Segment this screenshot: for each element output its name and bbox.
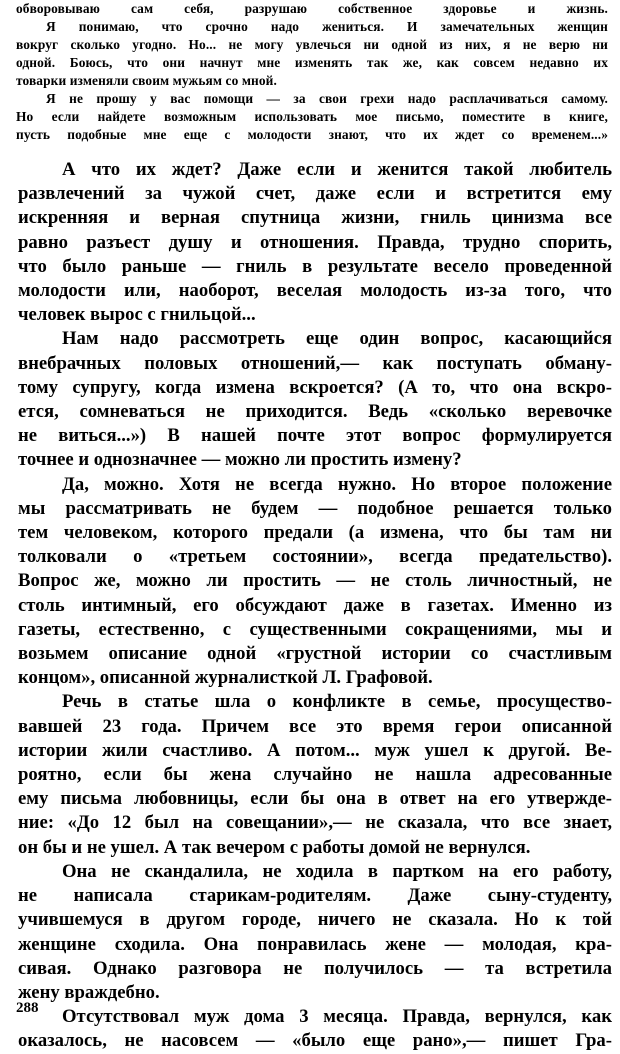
quote-line: Но если найдете возможным использовать мое письмо, поместите в книге, [16,109,608,124]
text-line: толковали о «третьем состоянии», всегда предательство). [18,546,612,568]
text-line: Речь в статье шла о конфликте в семье, просущество- [62,691,612,713]
text-line: истории жили счастливо. А потом... муж ушел к другой. Ве- [18,739,612,761]
text-line: точнее и однозначнее — можно ли простить измену? [18,449,462,471]
quote-line: одной. Боюсь, что они начнут мне изменять так же, как совсем недавно их [16,55,608,70]
text-line: роятно, если бы жена случайно не нашла адресованные [18,764,612,786]
text-line: Нам надо рассмотреть еще один вопрос, касающийся [62,328,612,350]
text-line: молодости или, наоборот, веселая молодость из-за того, что [18,280,612,302]
quoted-letter [16,0,608,144]
body-text [18,158,612,1054]
text-line: развлечений за чужой счет, даже если и встретится ему [18,183,612,205]
quote-line: пусть подобные мне еще с молодости знают, что их ждет со временем...» [16,127,608,142]
text-line: оказалось, не насовсем — «было еще рано»,— пишет Гра- [18,1030,612,1052]
text-line: вавшей 23 года. Причем все это время герои описанной [18,715,612,737]
text-line: искренняя и верная спутница жизни, гниль цинизма все [18,207,612,229]
text-line: что было раньше — гниль в результате весело проведенной [18,255,612,277]
quote-line: товарки изменяли своим мужьям со мной. [16,73,277,88]
text-line: ние: «До 12 был на совещании»,— не сказала, что все знает, [18,812,612,834]
text-line: Она не скандалила, не ходила в партком на его работу, [62,860,612,882]
quote-line: вокруг сколько угодно. Но... не могу увлечься ни одной из них, я не верю ни [16,37,608,52]
text-line: мы рассматривать не будем — подобное решается только [18,497,612,519]
text-line: столь интимный, его обсуждают даже в газетах. Именно из [18,594,612,616]
text-line: Да, можно. Хотя не всегда нужно. Но второе положение [62,473,612,495]
text-line: газеты, естественно, с существенными сокращениями, мы и [18,618,612,640]
text-line: возьмем описание одной «грустной истории со счастливым [18,643,612,665]
text-line: он бы и не ушел. А так вечером с работы домой не вернулся. [18,836,531,858]
quote-line: Я понимаю, что срочно надо жениться. И замечательных женщин [46,19,608,34]
text-line: учившемуся в другом городе, ничего не сказала. Но к той [18,909,612,931]
text-line: сивая. Однако разговора не получилось — та встретила [18,957,612,979]
page-number: 288 [16,1000,39,1016]
text-line: женщине сходила. Она понравилась жене — молодая, кра- [18,933,612,955]
text-line: А что их ждет? Даже если и женится такой любитель [62,159,612,180]
text-line: ему письма любовницы, если бы она в ответ на его утвержде- [18,788,612,810]
text-line: ется, сомневаться не приходится. Ведь «сколько веревочке [18,401,612,423]
text-line: Вопрос же, можно ли простить — не столь личностный, не [18,570,612,592]
text-line: тому супругу, когда измена вскроется? (А то, что она вскро- [18,376,612,398]
quote-line: Я не прошу у вас помощи — за свои грехи надо расплачиваться самому. [46,91,608,106]
quote-line: обворовываю сам себя, разрушаю собственное здоровье и жизнь. [16,1,608,16]
text-line: жену враждебно. [18,981,160,1003]
text-line: тем человеком, которого предали (а измена, что бы там ни [18,522,612,544]
text-line: внебрачных половых отношений,— как поступать обману- [18,352,612,374]
text-line: концом», описанной журналисткой Л. Графовой. [18,667,433,689]
text-line: не написала старикам-родителям. Даже сыну-студенту, [18,885,612,907]
text-line: человек вырос с гнильцой... [18,304,256,326]
text-line: равно разъест душу и отношения. Правда, трудно спорить, [18,231,612,253]
text-line: не виться...») В нашей почте этот вопрос формулируется [18,425,612,447]
text-line: Отсутствовал муж дома 3 месяца. Правда, вернулся, как [62,1006,612,1028]
